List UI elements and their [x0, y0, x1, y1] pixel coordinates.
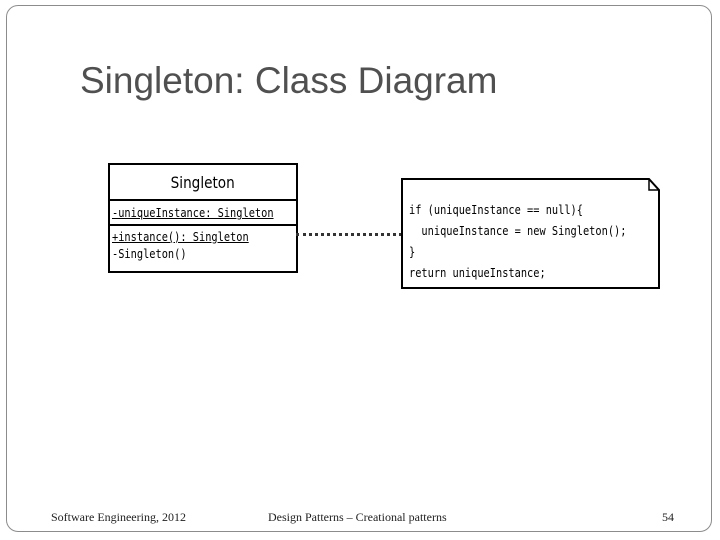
footer-topic: Design Patterns – Creational patterns	[268, 510, 447, 524]
note-code	[409, 200, 662, 284]
uml-attributes-compartment	[110, 201, 296, 226]
uml-attribute: -uniqueInstance: Singleton	[112, 206, 274, 220]
uml-class-name: Singleton	[170, 172, 236, 192]
slide-title: Singleton: Class Diagram	[80, 60, 498, 101]
uml-class-singleton	[108, 163, 298, 273]
uml-class-name-compartment	[110, 165, 296, 201]
footer-course: Software Engineering, 2012	[51, 510, 186, 524]
uml-operations-compartment	[110, 226, 296, 263]
note-code-line: if (uniqueInstance == null){	[409, 203, 583, 217]
uml-operation: +instance(): Singleton	[112, 230, 249, 244]
note-code-line: return uniqueInstance;	[409, 266, 546, 280]
note-code-line: }	[409, 245, 416, 259]
note-code-line: uniqueInstance = new Singleton();	[409, 224, 627, 238]
note-connector	[296, 233, 402, 236]
uml-operation: -Singleton()	[112, 247, 187, 261]
uml-note	[401, 178, 660, 289]
page-number: 54	[662, 510, 674, 524]
